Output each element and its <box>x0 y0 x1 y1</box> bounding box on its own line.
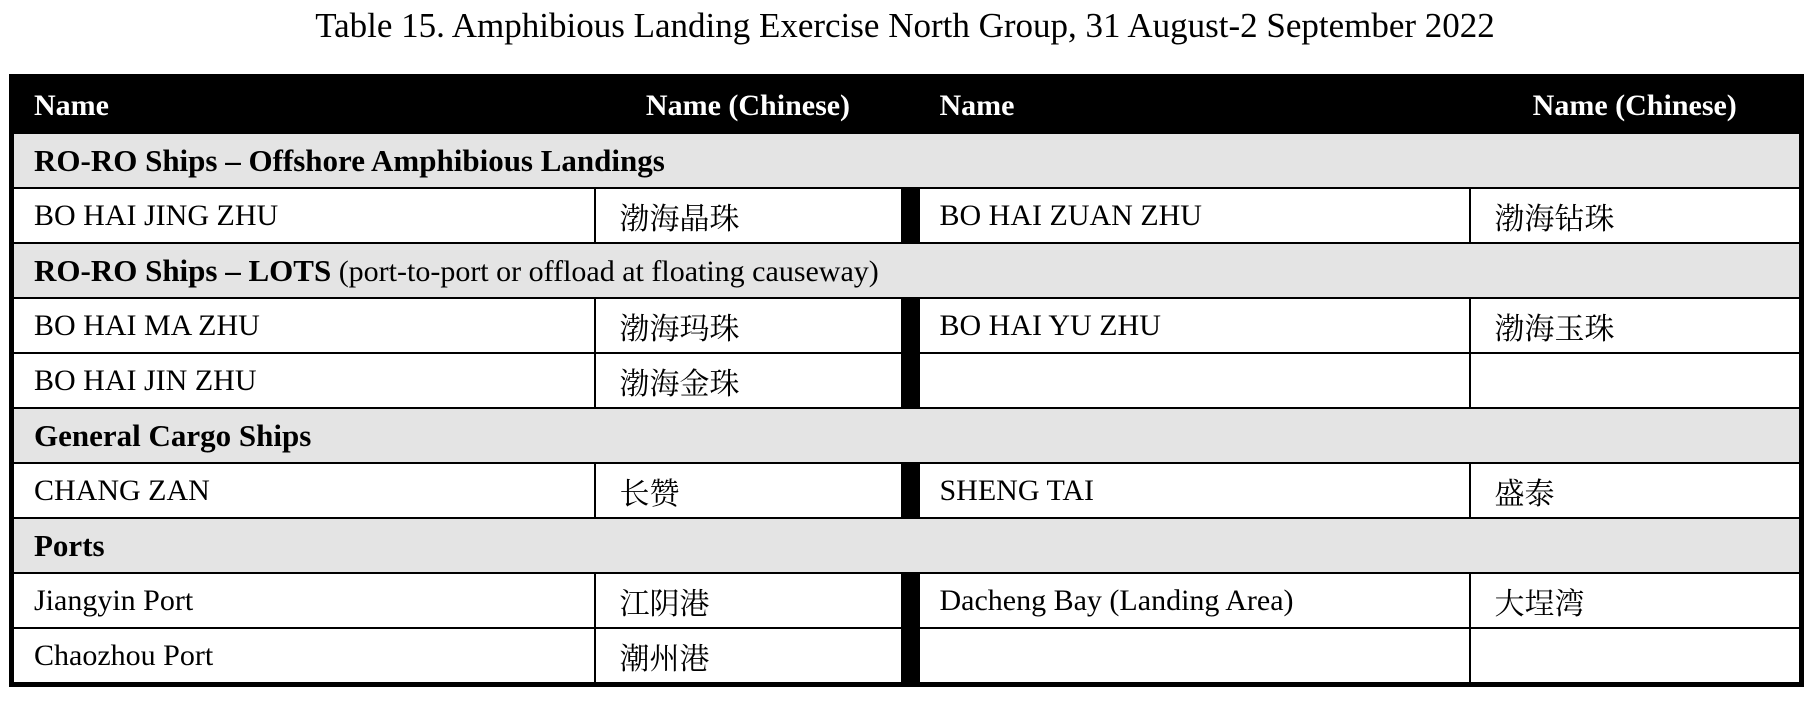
ship-name-chinese-cell: 长赞 <box>595 463 902 518</box>
ship-name-chinese-cell: 渤海晶珠 <box>595 188 902 243</box>
header-name-chinese-left: Name (Chinese) <box>595 77 902 134</box>
table-row <box>12 463 1802 518</box>
ship-name-chinese-cell: 潮州港 <box>595 628 902 685</box>
ship-name-chinese-cell <box>1470 353 1802 408</box>
header-name-right: Name <box>919 77 1470 134</box>
ship-name-chinese-cell <box>1470 628 1802 685</box>
ship-name-chinese-cell: 渤海玛珠 <box>595 298 902 353</box>
ship-name-chinese-cell: 盛泰 <box>1470 463 1802 518</box>
section-header-label: General Cargo Ships <box>12 408 1802 463</box>
ship-name-cell: BO HAI JIN ZHU <box>12 353 595 408</box>
table-row <box>12 628 1802 685</box>
ship-name-cell: Chaozhou Port <box>12 628 595 685</box>
ship-name-cell: BO HAI ZUAN ZHU <box>919 188 1470 243</box>
ship-name-cell: Jiangyin Port <box>12 573 595 628</box>
section-header-row <box>12 133 1802 188</box>
column-divider-bar <box>902 573 919 628</box>
table-caption: Table 15. Amphibious Landing Exercise North Group, 31 August-2 September 2022 <box>315 6 1495 45</box>
ship-name-cell <box>919 353 1470 408</box>
ship-name-cell: BO HAI YU ZHU <box>919 298 1470 353</box>
ship-name-cell: SHENG TAI <box>919 463 1470 518</box>
ship-roster-table <box>9 74 1804 687</box>
header-name-left: Name <box>12 77 595 134</box>
table-row <box>12 353 1802 408</box>
ship-name-cell: CHANG ZAN <box>12 463 595 518</box>
section-header-row <box>12 408 1802 463</box>
table-header-row <box>12 77 1802 134</box>
ship-name-chinese-cell: 大埕湾 <box>1470 573 1802 628</box>
column-divider-bar <box>902 628 919 685</box>
section-header-label: Ports <box>12 518 1802 573</box>
header-name-chinese-right: Name (Chinese) <box>1470 77 1802 134</box>
ship-name-chinese-cell: 渤海金珠 <box>595 353 902 408</box>
section-header-label: RO-RO Ships – Offshore Amphibious Landings <box>12 133 1802 188</box>
table-row <box>12 298 1802 353</box>
table-body <box>12 133 1802 685</box>
section-header-row <box>12 243 1802 298</box>
column-divider-bar <box>902 188 919 243</box>
ship-name-cell <box>919 628 1470 685</box>
section-header-row <box>12 518 1802 573</box>
column-divider-bar <box>902 463 919 518</box>
ship-name-chinese-cell: 渤海钻珠 <box>1470 188 1802 243</box>
section-header-label: RO-RO Ships – LOTS (port-to-port or offload at floating causeway) <box>12 243 1802 298</box>
column-divider-bar <box>902 353 919 408</box>
column-divider-bar <box>902 77 919 134</box>
table-row <box>12 188 1802 243</box>
ship-name-cell: BO HAI MA ZHU <box>12 298 595 353</box>
ship-name-cell: Dacheng Bay (Landing Area) <box>919 573 1470 628</box>
column-divider-bar <box>902 298 919 353</box>
ship-name-cell: BO HAI JING ZHU <box>12 188 595 243</box>
ship-name-chinese-cell: 渤海玉珠 <box>1470 298 1802 353</box>
ship-name-chinese-cell: 江阴港 <box>595 573 902 628</box>
table-row <box>12 573 1802 628</box>
